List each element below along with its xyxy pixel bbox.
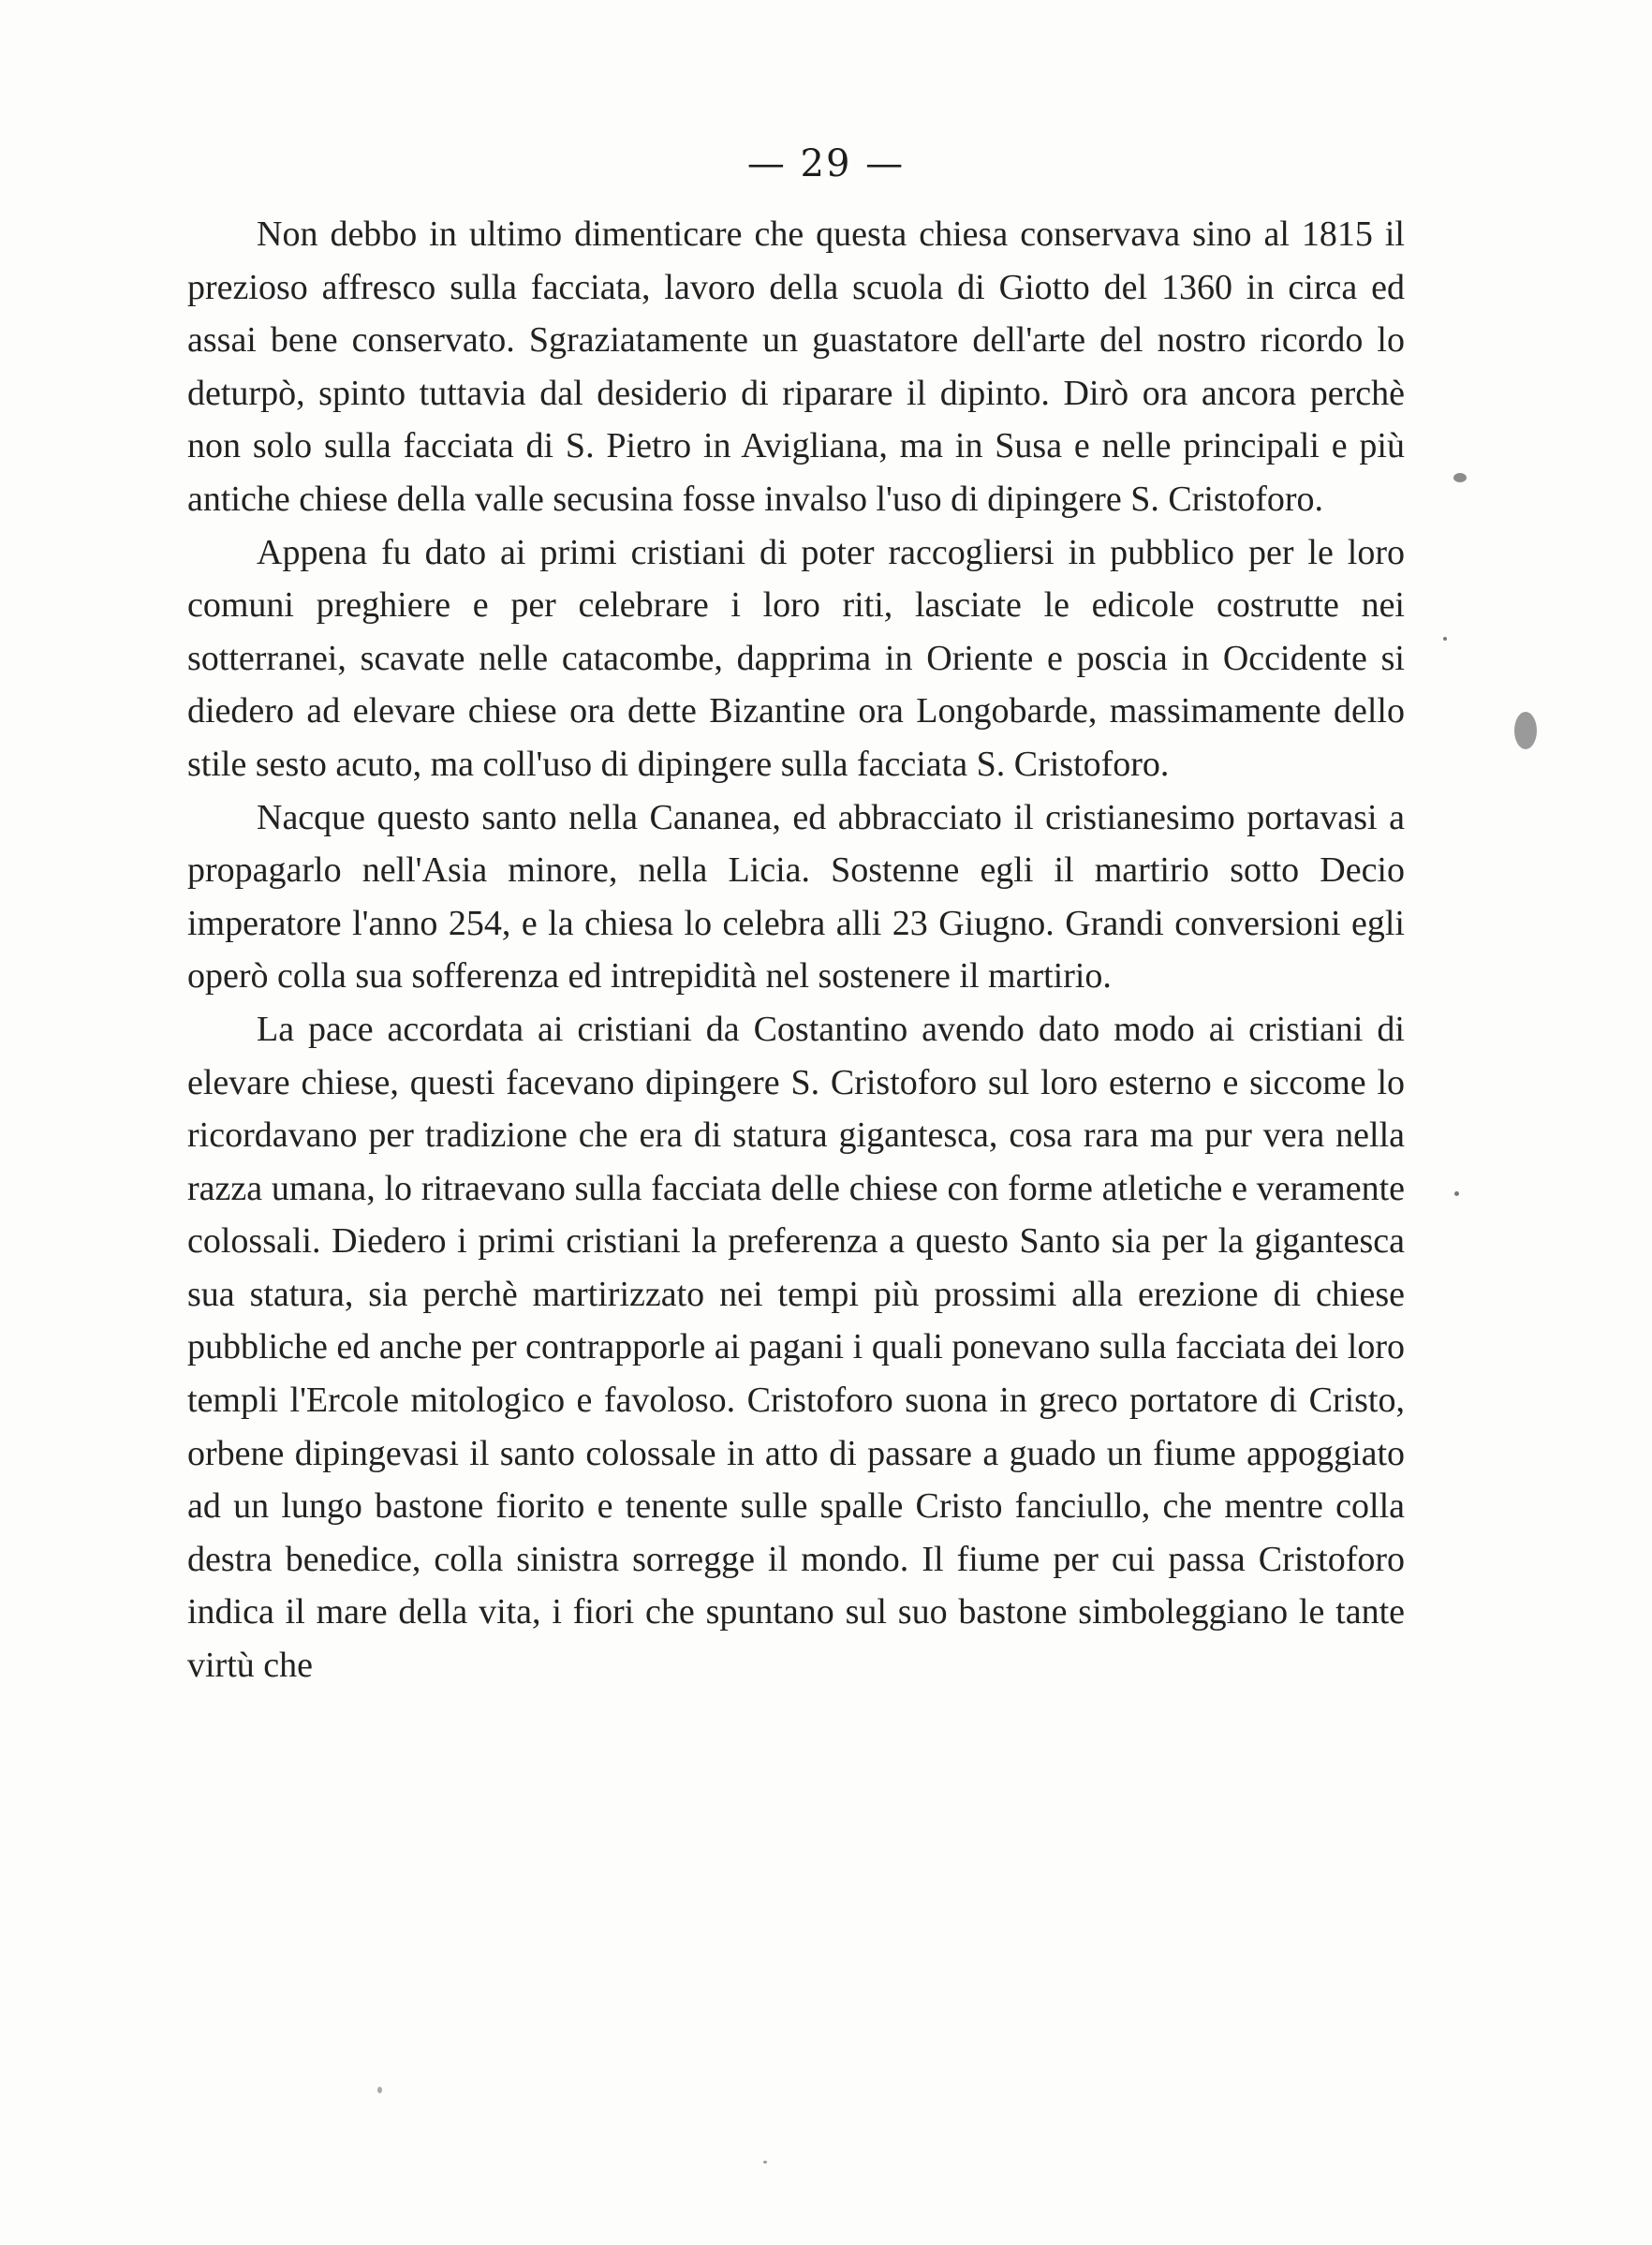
page-number: — 29 —: [746, 142, 906, 185]
ink-speck: [1514, 712, 1537, 749]
paragraph-3: Nacque questo santo nella Cananea, ed abbracciato il cristianesimo portavasi a propagarlo nell'Asia minore, nella Licia. Sostenne egli il martirio sotto Decio imperatore l'anno 254, e la chiesa lo celebra alli 23 Giugno. Grandi conversioni egli operò colla sua sofferenza ed intrepidità nel sostenere il martirio.: [187, 797, 1405, 997]
ink-speck: [1454, 1191, 1459, 1196]
paragraph-2: Appena fu dato ai primi cristiani di poter raccogliersi in pubblico per le loro comuni preghiere e per celebrare i loro riti, lasciate le edicole costrutte nei sotterranei, scavate nelle catacombe, dapprima in Oriente e poscia in Occidente si diedero ad elevare chiese ora dette Bizantine ora Longobarde, massimamente dello stile sesto acuto, ma coll'uso di dipingere sulla facciata S. Cristoforo.: [187, 532, 1405, 784]
body-text: [187, 208, 1405, 1692]
ink-speck: [1453, 473, 1467, 482]
paragraph-1: Non debbo in ultimo dimenticare che questa chiesa conservava sino al 1815 il prezioso affresco sulla facciata, lavoro della scuola di Giotto del 1360 in circa ed assai bene conservato. Sgraziatamente un guastatore dell'arte del nostro ricordo lo deturpò, spinto tuttavia dal desiderio di riparare il dipinto. Dirò ora ancora perchè non solo sulla facciata di S. Pietro in Avigliana, ma in Susa e nelle principali e più antiche chiese della valle secusina fosse invalso l'uso di dipingere S. Cristoforo.: [187, 214, 1405, 519]
ink-speck: [377, 2087, 382, 2093]
paragraph-4: La pace accordata ai cristiani da Costantino avendo dato modo ai cristiani di elevare chiese, questi facevano dipingere S. Cristoforo sul loro esterno e siccome lo ricordavano per tradizione che era di statura gigantesca, cosa rara ma pur vera nella razza umana, lo ritraevano sulla facciata delle chiese con forme atletiche e veramente colossali. Diedero i primi cristiani la preferenza a questo Santo sia per la gigantesca sua statura, sia perchè martirizzato nei tempi più prossimi alla erezione di chiese pubbliche ed anche per contrapporle ai pagani i quali ponevano sulla facciata dei loro templi l'Ercole mitologico e favoloso. Cristoforo suona in greco portatore di Cristo, orbene dipingevasi il santo colossale in atto di passare a guado un fiume appoggiato ad un lungo bastone fiorito e tenente sulle spalle Cristo fanciullo, che mentre colla destra benedice, colla sinistra sorregge il mondo. Il fiume per cui passa Cristoforo indica il mare della vita, i fiori che spuntano sul suo bastone simboleggiano le tante virtù che: [187, 1009, 1405, 1686]
ink-speck: [1443, 637, 1447, 641]
ink-speck: [763, 2161, 767, 2164]
